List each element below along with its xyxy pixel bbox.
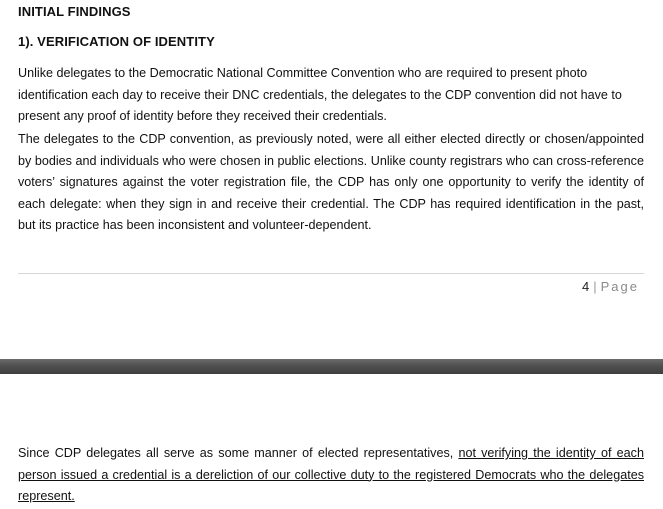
paragraph-identity-verification: The delegates to the CDP convention, as previously noted, were all either elected directly or chosen/appointed by bodies and individuals who were chosen in public elections. Unlike county registrars who can cross-reference voters’ signatures against the voter registration file, the CDP has only one opportunity to verify the identity of each delegate: when they sign in and receive their credential. The CDP has required identification in the past, but its practice has been inconsistent and volunteer-dependent. (18, 132, 644, 232)
page-separator: | (593, 279, 597, 294)
page-footer (582, 279, 639, 294)
page-label: Page (600, 279, 639, 294)
paragraph-conclusion-emphasis: not verifying the identity of each person issued a credential is a dereliction of our collective duty to the registered Democrats who the delegates represent. (18, 446, 644, 503)
section-heading: INITIAL FINDINGS (18, 4, 131, 19)
page-break-gutter (0, 359, 663, 374)
paragraph-conclusion (18, 443, 644, 508)
subsection-heading: 1). VERIFICATION OF IDENTITY (18, 34, 215, 49)
footer-divider (18, 273, 644, 274)
paragraph-dnc-comparison: Unlike delegates to the Democratic National Committee Convention who are required to present photo identification each day to receive their DNC credentials, the delegates to the CDP convention did not have to present any proof of identity before they received their credentials. (18, 66, 622, 123)
page-number: 4 (582, 279, 590, 294)
paragraph-conclusion-intro: Since CDP delegates all serve as some manner of elected representatives, (18, 446, 459, 460)
